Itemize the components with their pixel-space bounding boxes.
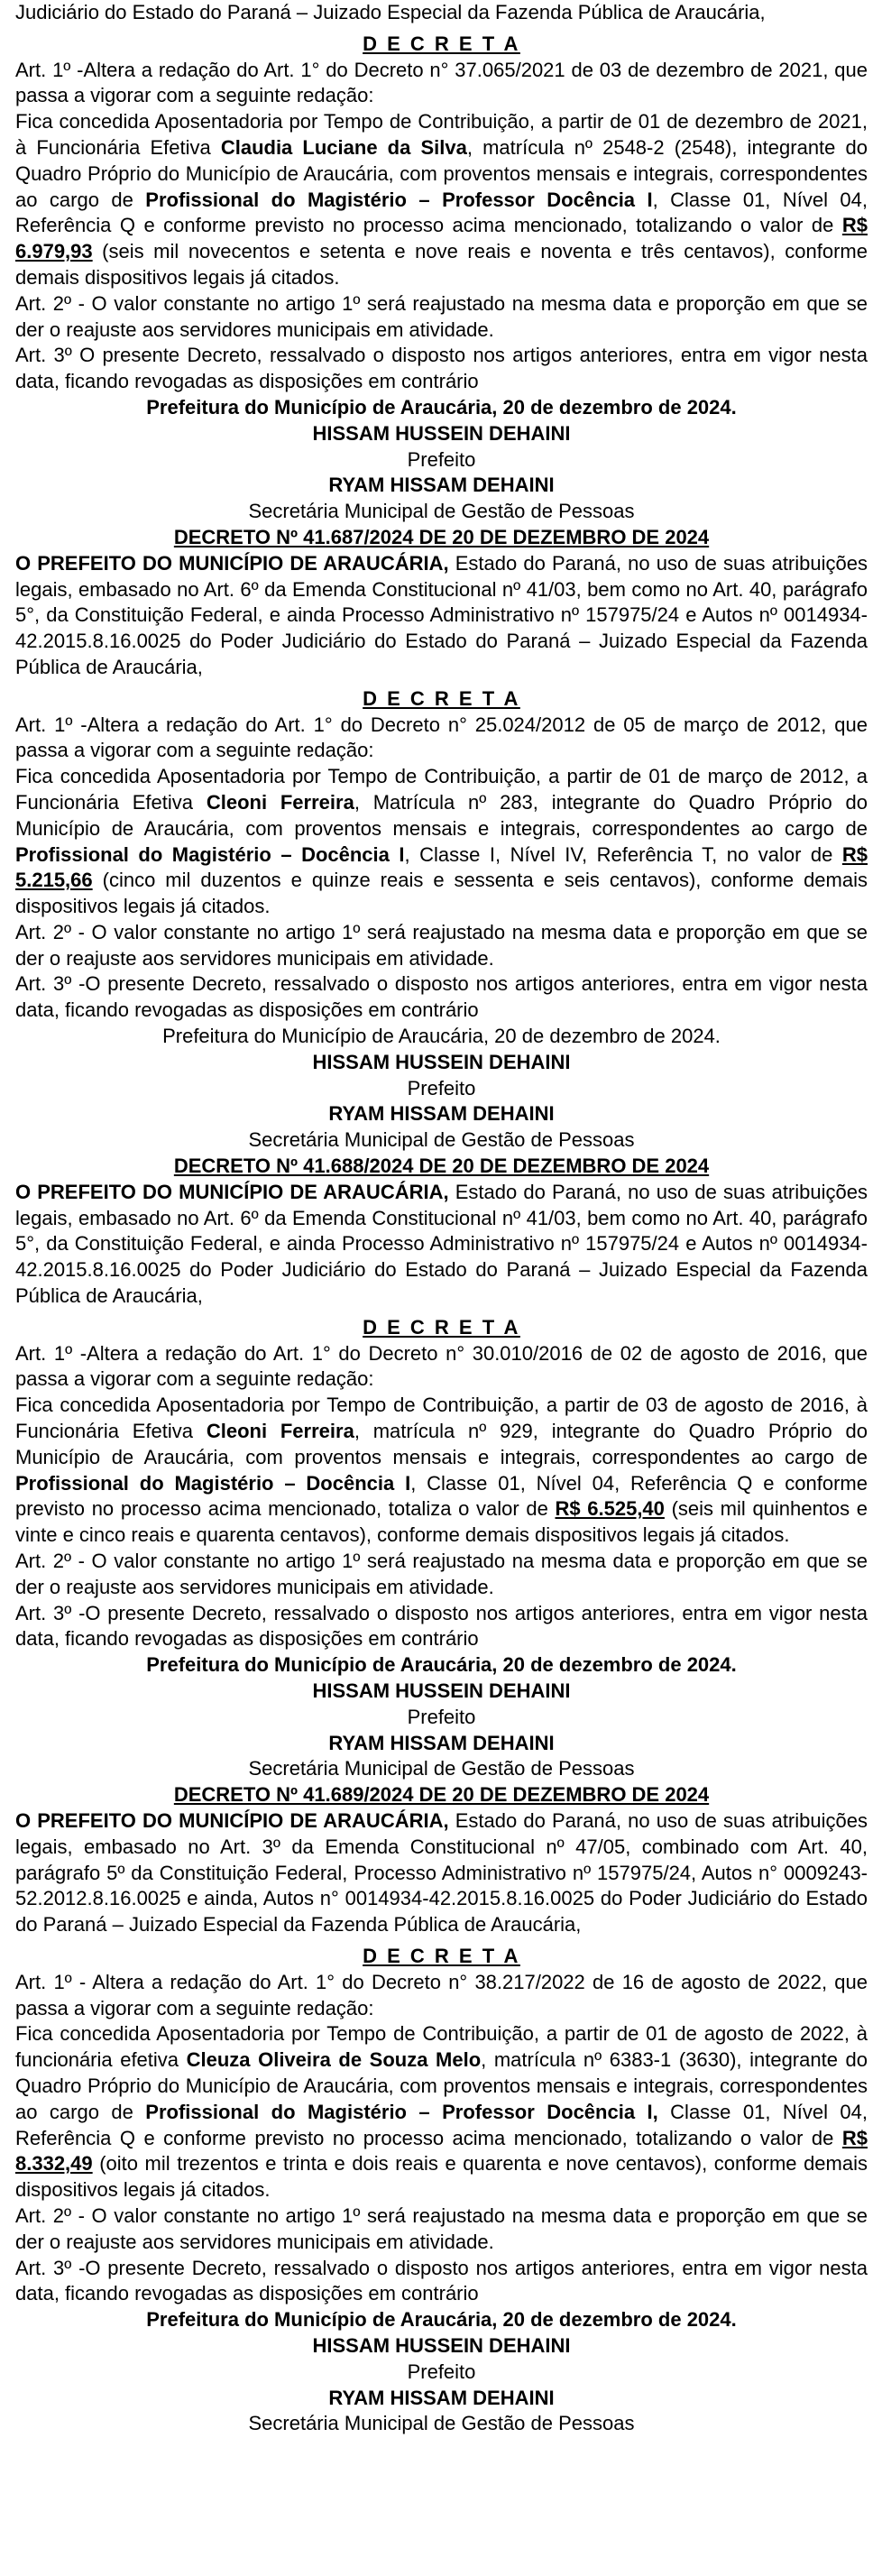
decreta-heading: D E C R E T A — [363, 32, 520, 55]
pension-value: R$ 5.215,66 — [15, 842, 868, 892]
retirement-clause: Fica concedida Aposentadoria por Tempo de Contribuição, a partir de 01 de dezembro de 2021, à Funcionária Efetiva Claudia Luciane da Silva, matrícula nº 2548-2 (2548), integrante do Quadro Próprio do Município de Araucária, com proventos mensais e integrais, correspondentes ao cargo de Profissional do Magistério – Professor Docência I, Classe 01, Nível 04, Referência Q e conforme previsto no processo acima mencionado, totalizando o valor de R$ 6.979,93 (seis mil novecentos e setenta e nove reais e noventa e três centavos), conforme demais dispositivos legais já citados. — [15, 110, 868, 289]
article-1: Art. 1º -Altera a redação do Art. 1° do Decreto n° 30.010/2016 de 02 de agosto de 2016, que passa a vigorar com a seguinte redação: — [15, 1341, 868, 1391]
secretary-role: Secretária Municipal de Gestão de Pessoas — [248, 2412, 635, 2435]
secretary-name: RYAM HISSAM DEHAINI — [328, 1102, 555, 1126]
decree-title: DECRETO Nº 41.689/2024 DE 20 DE DEZEMBRO DE 2024 — [173, 1783, 710, 1807]
article-3: Art. 3º -O presente Decreto, ressalvado o disposto nos artigos anteriores, entra em vigor nesta data, ficando revogadas as disposições em contrário — [15, 972, 868, 1022]
pension-value: R$ 6.525,40 — [555, 1497, 665, 1521]
retirement-clause: Fica concedida Aposentadoria por Tempo de Contribuição, a partir de 01 de agosto de 2022, à funcionária efetiva Cleuza Oliveira de Souza Melo, matrícula nº 6383-1 (3630), integrante do Quadro Próprio do Município de Araucária, com proventos mensais e integrais, correspondentes ao cargo de Profissional do Magistério – Professor Docência I, Classe 01, Nível 04, Referência Q e conforme previsto no processo acima mencionado, totalizando o valor de R$ 8.332,49 (oito mil trezentos e trinta e dois reais e quarenta e nove centavos), conforme demais dispositivos legais já citados. — [15, 2022, 868, 2202]
article-3: Art. 3º O presente Decreto, ressalvado o disposto nos artigos anteriores, entra em vigor nesta data, ficando revogadas as disposições em contrário — [15, 344, 868, 393]
retirement-clause: Fica concedida Aposentadoria por Tempo de Contribuição, a partir de 01 de março de 2012, a Funcionária Efetiva Cleoni Ferreira, Matrícula nº 283, integrante do Quadro Próprio do Município de Araucária, com proventos mensais e integrais, correspondentes ao cargo de Profissional do Magistério – Docência I, Classe I, Nível IV, Referência T, no valor de R$ 5.215,66 (cinco mil duzentos e quinze reais e sessenta e seis centavos), conforme demais dispositivos legais já citados. — [15, 765, 868, 918]
decreta-heading: D E C R E T A — [363, 1944, 520, 1967]
place-date: Prefeitura do Município de Araucária, 20 de dezembro de 2024. — [162, 1025, 721, 1048]
secretary-role: Secretária Municipal de Gestão de Pessoas — [248, 1128, 635, 1152]
employee-name: Claudia Luciane da Silva — [220, 135, 467, 159]
mayor-role: Prefeito — [407, 447, 476, 471]
decree-41689 — [15, 1782, 868, 2437]
decree-title: DECRETO Nº 41.687/2024 DE 20 DE DEZEMBRO DE 2024 — [173, 525, 710, 548]
decreta-heading: D E C R E T A — [363, 686, 520, 710]
decree-title: DECRETO Nº 41.688/2024 DE 20 DE DEZEMBRO DE 2024 — [173, 1155, 710, 1178]
employee-name: Cleoni Ferreira — [206, 1420, 354, 1443]
job-title: Profissional do Magistério – Docência I — [15, 1471, 411, 1495]
pension-value: R$ 6.979,93 — [15, 214, 868, 263]
secretary-role: Secretária Municipal de Gestão de Pessoas — [248, 1757, 635, 1780]
article-1: Art. 1º -Altera a redação do Art. 1° do Decreto n° 25.024/2012 de 05 de março de 2012, que passa a vigorar com a seguinte redação: — [15, 713, 868, 762]
mayor-role: Prefeito — [407, 2360, 476, 2383]
mayor-name: HISSAM HUSSEIN DEHAINI — [312, 421, 571, 445]
article-1: Art. 1º - Altera a redação do Art. 1° do Decreto n° 38.217/2022 de 16 de agosto de 2022, que passa a vigorar com a seguinte redação: — [15, 1970, 868, 2019]
article-2: Art. 2º - O valor constante no artigo 1º será reajustado na mesma data e proporção em que se der o reajuste aos servidores municipais em atividade. — [15, 920, 868, 970]
place-date: Prefeitura do Município de Araucária, 20 de dezembro de 2024. — [146, 1653, 737, 1677]
retirement-clause: Fica concedida Aposentadoria por Tempo de Contribuição, a partir de 03 de agosto de 2016, à Funcionária Efetiva Cleoni Ferreira, matrícula nº 929, integrante do Quadro Próprio do Município de Araucária, com proventos mensais e integrais, correspondentes ao cargo de Profissional do Magistério – Docência I, Classe 01, Nível 04, Referência Q e conforme previsto no processo acima mencionado, totaliza o valor de R$ 6.525,40 (seis mil quinhentos e vinte e cinco reais e quarenta centavos), conforme demais dispositivos legais já citados. — [15, 1394, 868, 1547]
mayor-role: Prefeito — [407, 1705, 476, 1728]
article-2: Art. 2º - O valor constante no artigo 1º será reajustado na mesma data e proporção em que se der o reajuste aos servidores municipais em atividade. — [15, 1550, 868, 1598]
mayor-role: Prefeito — [407, 1076, 476, 1099]
decree-41688 — [15, 1154, 868, 1782]
mayor-name: HISSAM HUSSEIN DEHAINI — [312, 2333, 571, 2357]
article-3: Art. 3º -O presente Decreto, ressalvado o disposto nos artigos anteriores, entra em vigor nesta data, ficando revogadas as disposições em contrário — [15, 1601, 868, 1651]
decree-intro: O PREFEITO DO MUNICÍPIO DE ARAUCÁRIA, Estado do Paraná, no uso de suas atribuições legais, embasado no Art. 6º da Emenda Constitucional nº 41/03, bem como no Art. 40, parágrafo 5°, da Constituição Federal, e ainda Processo Administrativo nº 157975/24 e Autos nº 0014934-42.2015.8.16.0025 do Poder Judiciário do Estado do Paraná – Juizado Especial da Fazenda Pública de Araucária, — [15, 551, 868, 678]
place-date: Prefeitura do Município de Araucária, 20 de dezembro de 2024. — [146, 2308, 737, 2332]
job-title: Profissional do Magistério – Docência I — [15, 842, 405, 866]
secretary-role: Secretária Municipal de Gestão de Pessoas — [248, 500, 635, 523]
article-3: Art. 3º -O presente Decreto, ressalvado o disposto nos artigos anteriores, entra em vigor nesta data, ficando revogadas as disposições em contrário — [15, 2256, 868, 2305]
article-1: Art. 1º -Altera a redação do Art. 1° do Decreto n° 37.065/2021 de 03 de dezembro de 2021, que passa a vigorar com a seguinte redação: — [15, 58, 868, 107]
decree-intro: O PREFEITO DO MUNICÍPIO DE ARAUCÁRIA, Estado do Paraná, no uso de suas atribuições legais, embasado no Art. 6º da Emenda Constitucional nº 41/03, bem como no Art. 40, parágrafo 5°, da Constituição Federal, e ainda Processo Administrativo nº 157975/24 e Autos nº 0014934-42.2015.8.16.0025 do Poder Judiciário do Estado do Paraná – Juizado Especial da Fazenda Pública de Araucária, — [15, 1180, 868, 1308]
decreta-heading: D E C R E T A — [363, 1315, 520, 1339]
job-title: Profissional do Magistério – Professor Docência I, — [145, 2100, 658, 2123]
article-2: Art. 2º - O valor constante no artigo 1º será reajustado na mesma data e proporção em que se der o reajuste aos servidores municipais em atividade. — [15, 2203, 868, 2253]
decree-41686-continuation — [15, 0, 868, 525]
job-title: Profissional do Magistério – Professor Docência I — [145, 188, 653, 211]
secretary-name: RYAM HISSAM DEHAINI — [328, 1731, 555, 1754]
secretary-name: RYAM HISSAM DEHAINI — [328, 2386, 555, 2409]
decree-41687 — [15, 525, 868, 1154]
employee-name: Cleoni Ferreira — [206, 790, 354, 814]
employee-name: Cleuza Oliveira de Souza Melo — [186, 2048, 482, 2072]
intro-continuation: Judiciário do Estado do Paraná – Juizado Especial da Fazenda Pública de Araucária, — [15, 1, 766, 23]
mayor-name: HISSAM HUSSEIN DEHAINI — [312, 1679, 571, 1702]
mayor-name: HISSAM HUSSEIN DEHAINI — [312, 1050, 571, 1073]
article-2: Art. 2º - O valor constante no artigo 1º será reajustado na mesma data e proporção em que se der o reajuste aos servidores municipais em atividade. — [15, 291, 868, 341]
place-date: Prefeitura do Município de Araucária, 20 de dezembro de 2024. — [146, 395, 737, 419]
pension-value: R$ 8.332,49 — [15, 2126, 868, 2176]
decree-intro: O PREFEITO DO MUNICÍPIO DE ARAUCÁRIA, Estado do Paraná, no uso de suas atribuições legais, embasado no Art. 3º da Emenda Constitucional nº 47/05, combinado com Art. 40, parágrafo 5º da Constituição Federal, Processo Administrativo nº 157975/24, Autos n° 0009243-52.2012.8.16.0025 e ainda, Autos n° 0014934-42.2015.8.16.0025 do Poder Judiciário do Estado do Paraná – Juizado Especial da Fazenda Pública de Araucária, — [15, 1808, 868, 1937]
secretary-name: RYAM HISSAM DEHAINI — [328, 474, 555, 497]
